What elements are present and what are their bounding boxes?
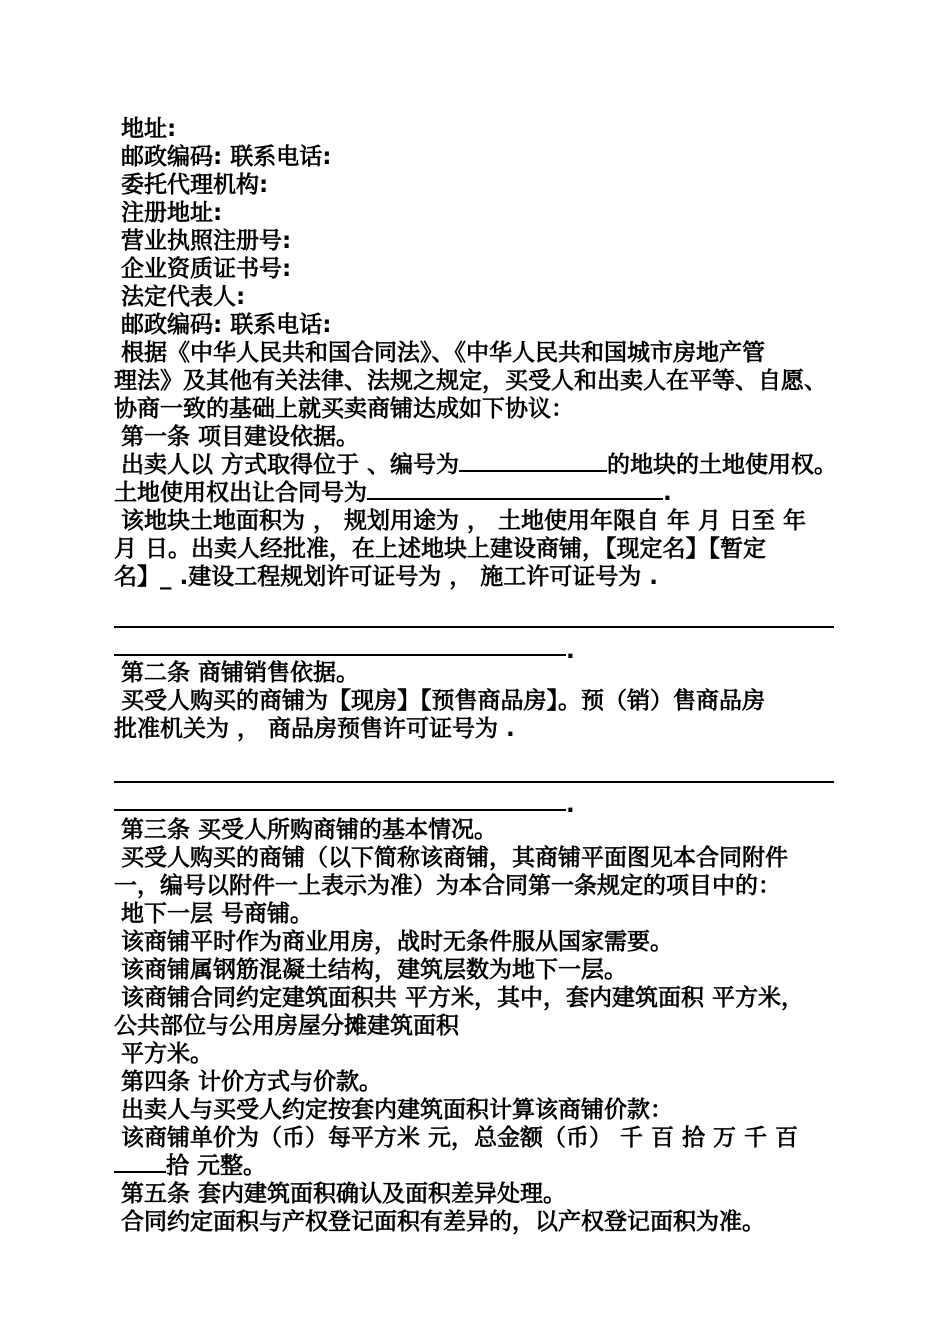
postcode-phone-field-2: 邮政编码: 联系电话: [121, 312, 332, 338]
reg-address-field: 注册地址: [121, 200, 223, 226]
land-period-line: 月 日。出卖人经批准，在上述地块上建设商铺，【现定名】【暂定 [114, 536, 767, 562]
article-4-heading: 第四条 计价方式与价款。 [121, 1069, 383, 1095]
blank-rule-short [114, 654, 566, 656]
blank-amount [114, 1151, 166, 1173]
license-no-field: 营业执照注册号: [121, 228, 292, 254]
blank-lot-number [459, 450, 607, 472]
address-field: 地址: [121, 116, 177, 142]
qualification-no-field: 企业资质证书号: [121, 256, 292, 282]
area-diff-line: 合同约定面积与产权登记面积有差异的，以产权登记面积为准。 [121, 1209, 765, 1235]
shop-desc-line-1: 买受人购买的商铺（以下简称该商铺，其商铺平面图见本合同附件 [121, 845, 788, 871]
agent-org-field: 委托代理机构: [121, 172, 269, 198]
preamble-line-1: 根据《中华人民共和国合同法》、《中华人民共和国城市房地产管 [121, 340, 765, 366]
article-1-heading: 第一条 项目建设依据。 [121, 424, 360, 450]
blank-rule-period: . [566, 792, 575, 818]
blank-rule [114, 626, 834, 628]
article-3-heading: 第三条 买受人所购商铺的基本情况。 [121, 817, 498, 843]
article-2-heading: 第二条 商铺销售依据。 [121, 660, 360, 686]
postcode-phone-field: 邮政编码: 联系电话: [121, 144, 332, 170]
sale-basis-line-1: 买受人购买的商铺为【现房】【预售商品房】。预（销）售商品房 [121, 688, 765, 714]
permit-line [114, 562, 658, 592]
shop-area-line-2: 公共部位与公用房屋分摊建筑面积 [114, 1013, 459, 1039]
shop-number-line: 地下一层 号商铺。 [121, 901, 314, 927]
seller-land-text: 出卖人以 方式取得位于 、编号为 [121, 452, 460, 478]
permit-name-text: 名】_ . [114, 564, 189, 590]
total-price-line [114, 1151, 266, 1181]
blank-rule-period: . [566, 638, 575, 664]
seller-land-line [121, 450, 837, 480]
preamble-line-3: 协商一致的基础上就买卖商铺达成如下协议： [114, 396, 574, 422]
blank-contract-number [367, 478, 663, 500]
blank-rule [114, 781, 834, 783]
transfer-contract-line [114, 478, 672, 508]
shop-use-line: 该商铺平时作为商业用房，战时无条件服从国家需要。 [121, 929, 673, 955]
unit-price-line: 该商铺单价为（币）每平方米 元，总金额（币） 千 百 拾 万 千 百 [121, 1125, 799, 1151]
land-area-line: 该地块土地面积为 ， 规划用途为 ， 土地使用年限自 年 月 日至 年 [121, 508, 807, 534]
article-5-heading: 第五条 套内建筑面积确认及面积差异处理。 [121, 1181, 567, 1207]
shop-desc-line-2: 一，编号以附件一上表示为准）为本合同第一条规定的项目中的： [114, 873, 781, 899]
transfer-contract-period: . [663, 480, 672, 506]
shop-area-line-3: 平方米。 [121, 1041, 213, 1067]
shop-area-line-1: 该商铺合同约定建筑面积共 平方米，其中，套内建筑面积 平方米， [121, 985, 805, 1011]
seller-land-tail: 的地块的土地使用权。 [607, 452, 838, 478]
permit-number-text: 建设工程规划许可证号为 ， 施工许可证号为 . [188, 564, 659, 590]
total-price-tail: 拾 元整。 [166, 1153, 267, 1179]
blank-rule-short [114, 809, 566, 811]
legal-rep-field: 法定代表人: [121, 284, 246, 310]
preamble-line-2: 理法》及其他有关法律、法规之规定，买受人和出卖人在平等、自愿、 [114, 368, 827, 394]
sale-basis-line-2: 批准机关为 ， 商品房预售许可证号为 . [114, 716, 515, 742]
shop-structure-line: 该商铺属钢筋混凝土结构，建筑层数为地下一层。 [121, 957, 627, 983]
price-basis-line: 出卖人与买受人约定按套内建筑面积计算该商铺价款： [121, 1097, 673, 1123]
transfer-contract-label: 土地使用权出让合同号为 [114, 480, 367, 506]
